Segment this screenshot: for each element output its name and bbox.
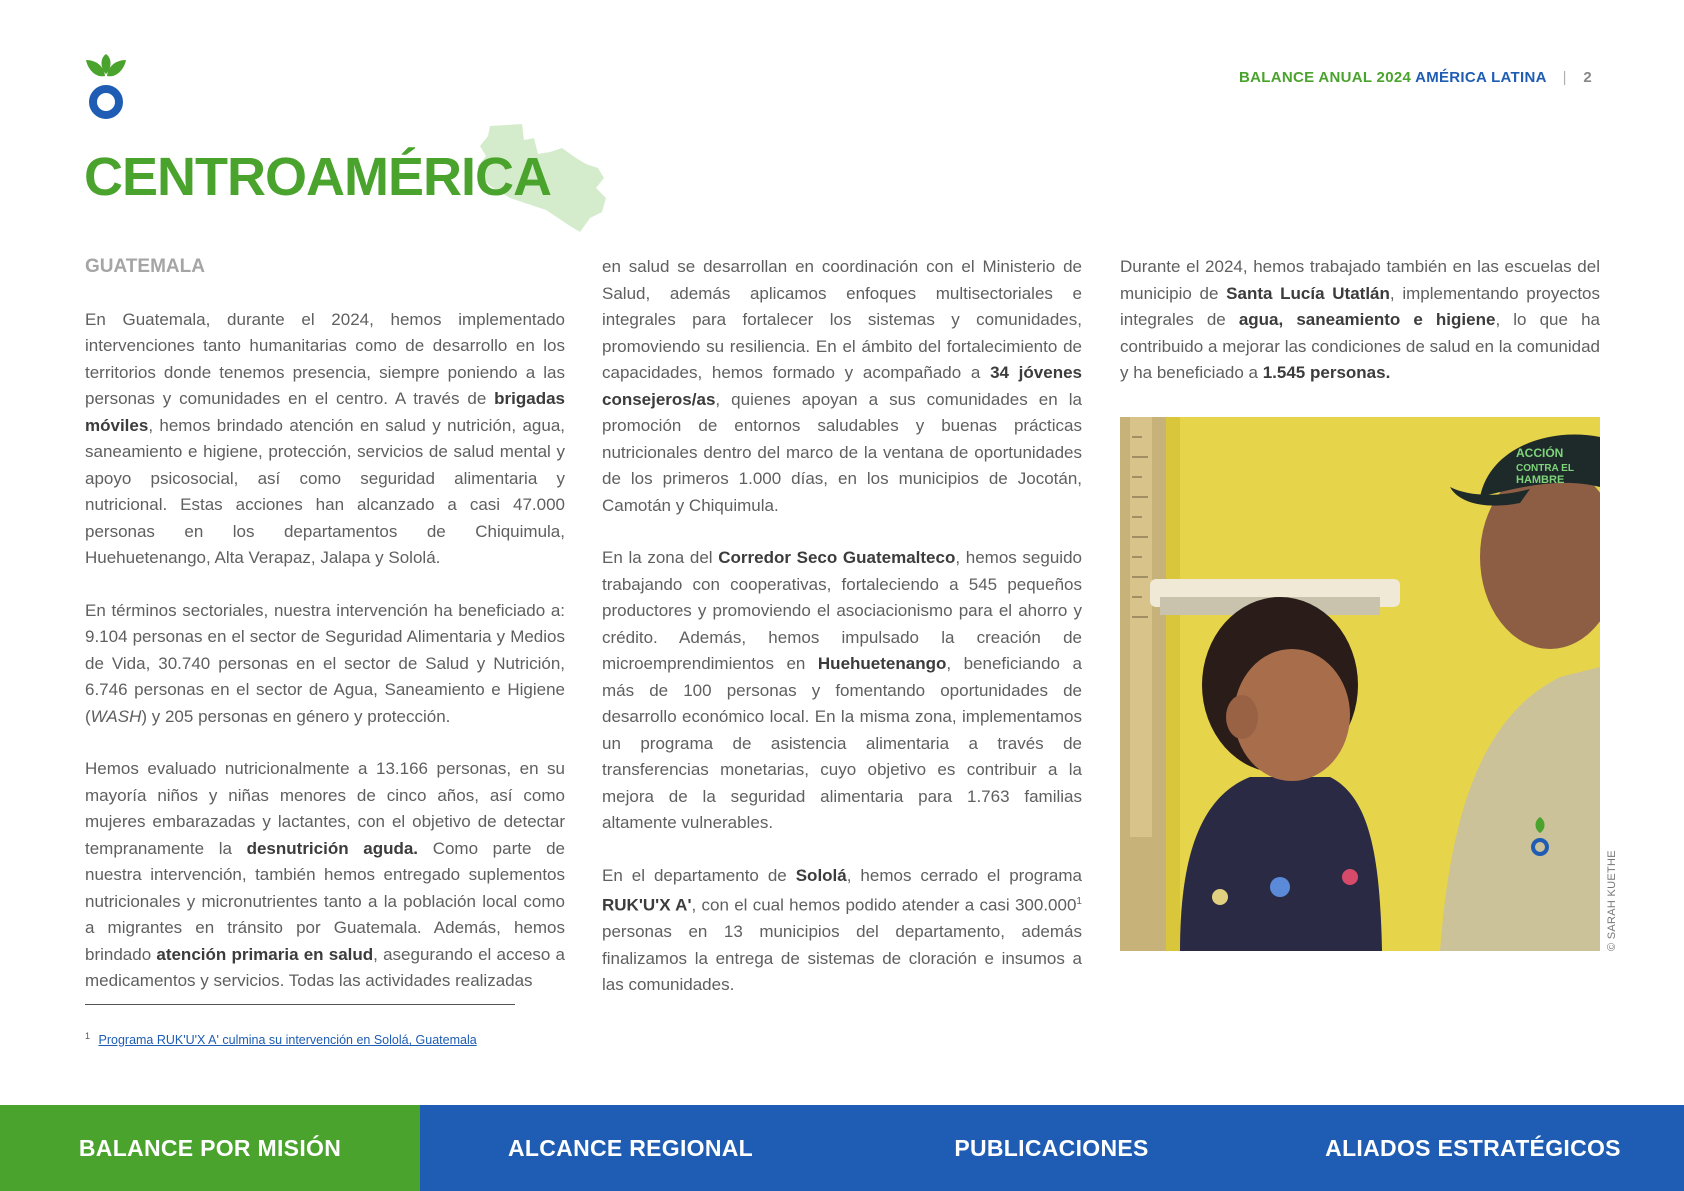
photo-credit: © SARAH KUETHE (1606, 850, 1618, 951)
footnote-mark: 1 (85, 1031, 91, 1041)
footnote-link[interactable]: Programa RUK'U'X A' culmina su intervención en Sololá, Guatemala (98, 1033, 477, 1048)
footnote-divider (85, 1004, 515, 1005)
column-2 (602, 254, 1082, 1025)
nav-publicaciones[interactable]: PUBLICACIONES (841, 1105, 1262, 1191)
paragraph: en salud se desarrollan en coordinación con el Ministerio de Salud, además aplicamos enfoques multisectoriales e integrales para fortalecer los sistemas y comunidades, promoviendo su resiliencia. En el ámbito del fortalecimiento de capacidades, hemos formado y acompañado a 34 jóvenes consejeros/as, quienes apoyan a sus comunidades en la promoción de entornos saludables y buenas prácticas nutricionales dentro del marco de la ventana de oportunidades de los primeros 1.000 días, en los municipios de Jocotán, Camotán y Chiquimula. (602, 257, 1082, 515)
footnote (85, 1031, 477, 1047)
cap-text: HAMBRE (1516, 474, 1565, 486)
paragraph: Durante el 2024, hemos trabajado también en las escuelas del municipio de Santa Lucía Utatlán, implementando proyectos integrales de agua, saneamiento e higiene, lo que ha contribuido a mejorar las condiciones de salud en la comunidad y ha beneficiado a 1.545 personas. (1120, 257, 1600, 382)
bottom-navigation (0, 1105, 1684, 1191)
header-separator: | (1562, 69, 1567, 86)
nav-alcance-regional[interactable]: ALCANCE REGIONAL (420, 1105, 841, 1191)
region-label: AMÉRICA LATINA (1415, 69, 1547, 86)
paragraph: En términos sectoriales, nuestra intervención ha beneficiado a: 9.104 personas en el sector de Seguridad Alimentaria y Medios de Vida, 30.740 personas en el sector de Salud y Nutrición, 6.746 personas en el sector de Agua, Saneamiento e Higiene (WASH) y 205 personas en género y protección. (85, 600, 565, 726)
paragraph: En la zona del Corredor Seco Guatemalteco, hemos seguido trabajando con cooperativas, fortaleciendo a 545 pequeños productores y promoviendo el asociacionismo para el ahorro y crédito. Además, hemos impulsado la creación de microemprendimientos en Huehuetenango, beneficiando a más de 100 personas y fomentando oportunidades de desarrollo económico local. En la misma zona, implementamos un programa de asistencia alimentaria a través de transferencias monetarias, cuyo objetivo es contribuir a la mejora de la seguridad alimentaria para 1.763 familias altamente vulnerables. (602, 548, 1082, 832)
page-number: 2 (1583, 69, 1592, 86)
cap-text: ACCIÓN (1516, 446, 1564, 460)
organization-logo (82, 46, 130, 126)
page-title: CENTROAMÉRICA (84, 147, 551, 207)
nav-balance-por-mision[interactable]: BALANCE POR MISIÓN (0, 1105, 420, 1191)
report-label: BALANCE ANUAL 2024 (1239, 69, 1412, 86)
feature-photo (1120, 417, 1600, 951)
footnote-ref[interactable]: 1 (1076, 896, 1082, 907)
photo-illustration (1120, 417, 1600, 951)
cap-text: CONTRA EL (1516, 463, 1574, 474)
paragraph: En el departamento de Sololá, hemos cerrado el programa RUK'U'X A', con el cual hemos podido atender a casi 300.000$^1$ personas en 13 municipios del departamento, además finalizamos la entrega de sistemas de cloración e insumos a las comunidades. (602, 865, 1082, 995)
section-subhead: GUATEMALA (85, 256, 205, 277)
paragraph: Hemos evaluado nutricionalmente a 13.166 personas, en su mayoría niños y niñas menores de cinco años, así como mujeres embarazadas y lactantes, con el objetivo de detectar tempranamente la desnutrición aguda. Como parte de nuestra intervención, también hemos entregado suplementos nutricionales y micronutrientes tanto a la población local como a migrantes en tránsito por Guatemala. Además, hemos brindado atención primaria en salud, asegurando el acceso a medicamentos y servicios. Todas las actividades realizadas (85, 759, 566, 990)
column-3 (1120, 254, 1600, 413)
column-1 (85, 254, 565, 1021)
nav-aliados-estrategicos[interactable]: ALIADOS ESTRATÉGICOS (1262, 1105, 1684, 1191)
paragraph: En Guatemala, durante el 2024, hemos implementado intervenciones tanto humanitarias como de desarrollo en los territorios donde tenemos presencia, siempre poniendo a las personas y comunidades en el centro. A través de brigadas móviles, hemos brindado atención en salud y nutrición, agua, saneamiento e higiene, protección, servicios de salud mental y apoyo psicosocial, así como seguridad alimentaria y nutricional. Estas acciones han alcanzado a casi 47.000 personas en los departamentos de Chiquimula, Huehuetenango, Alta Verapaz, Jalapa y Sololá. (85, 309, 565, 567)
page-header (1239, 69, 1592, 86)
